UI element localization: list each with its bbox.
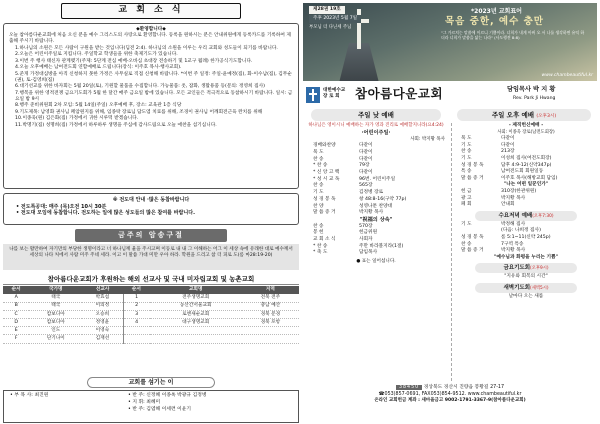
news-item-text: 2.오늘은 어린이주일로 지킵니다. 주일학교 학생들을 위한 축제기도가 있습니다. [15, 52, 178, 58]
theme-verse: "그 가르치는 말씀에 이르니 기쁨이라. 너희가 내게 아버 오 서 나를 생각하면 유익 하더라 너희가 말씀을 닮는 나라" (사도행전 8:8) [441, 30, 585, 41]
table-row [3, 310, 299, 318]
order-item: 성 경 봉 독 [313, 196, 336, 202]
footer-website-link[interactable]: www.chambeautiful.kr [467, 391, 522, 397]
table-cell: 인도 [29, 327, 82, 335]
mission-header: 국가명 [29, 286, 82, 294]
order-row [303, 210, 449, 217]
table-cell: 김재선 [82, 335, 123, 343]
order-item: * 찬 송 [313, 243, 328, 249]
order-item: 교 회 소 식 [313, 237, 336, 243]
order-value: 다같이 [359, 170, 373, 176]
table-cell: C [3, 310, 29, 318]
worship-section: ·어린이주일· [361, 129, 391, 136]
order-item: 기 도 [313, 190, 324, 196]
order-value: 사회자 [359, 237, 373, 243]
order-item: 경배와찬양 [313, 143, 336, 149]
order-item: 찬 송 [313, 223, 324, 229]
order-item: 찬 송 [313, 183, 324, 189]
order-value: 213장 [501, 149, 515, 155]
table-row [3, 319, 299, 327]
server-item: • 지 휘: 최혜미 [128, 399, 161, 405]
order-item: 기 도 [461, 142, 472, 148]
table-cell: 전북 전주 [242, 294, 299, 302]
cover-banner [303, 3, 597, 81]
order-item: 성 경 봉 독 [461, 162, 484, 168]
table-cell [242, 335, 299, 343]
table-row [3, 327, 299, 335]
table-cell [150, 335, 242, 343]
news-item [9, 91, 293, 103]
wednesday-head [475, 211, 577, 221]
order-value: 김정병 장로 [359, 190, 384, 196]
order-item: 광 고 [461, 195, 472, 201]
table-cell: E [3, 327, 29, 335]
mission-header: 교회명 [150, 286, 242, 294]
dawn-head [475, 283, 577, 293]
notice-title: ※ 전도대 안내 ·많은 동참바랍니다 [112, 197, 190, 203]
order-item: 말 씀 증 거 [461, 175, 484, 181]
order-row [303, 177, 449, 184]
notice-row: • 전도특공대: 매주 (목)오전 10시 30분 [16, 203, 107, 210]
table-cell: 박효섭 [82, 294, 123, 302]
order-value: (다음: 나희정 집사) [501, 228, 541, 234]
news-item [9, 59, 293, 65]
news-item-text: 6.대기선교를 위한 바자회는 5월 20일(토), 기원할 물품을 수집합니다. 가능물품: 옷, 잡화, 생활용품 등(문의: 정영희 집사) [15, 84, 265, 90]
mission-header: 선교사 [82, 286, 123, 294]
pastor-name: 담임목사 박 지 황 [507, 86, 556, 93]
edition-label: 제28권 19호 [309, 6, 345, 14]
order-value: 박지황 목사 [501, 195, 526, 201]
order-value: 570장 [359, 223, 373, 229]
news-item [9, 72, 293, 84]
wednesday-head-time: (오후7:30) [532, 213, 554, 219]
order-row [303, 150, 449, 157]
year-theme: 목음 중한, 예수 충만 [445, 16, 544, 27]
news-item [9, 52, 293, 58]
denomination-line: 대한예수교 [323, 88, 346, 93]
table-cell: 오승희 [82, 310, 123, 318]
server-item: • 반 주: 신정혜 이종옥 박광규 김정병 [128, 393, 207, 398]
evangelism-notice [3, 193, 299, 225]
news-item-text: 11.박명기(집) 성명희(집) 가정에서 하루하루 생명을 주심에 감사드림으로 오늘 애찬을 섬기십니다. [15, 122, 217, 128]
standing-note: ● 표는 일어섭니다. [356, 259, 396, 265]
order-value: 565장 [359, 183, 373, 189]
order-item: * 찬 송 [313, 163, 328, 169]
table-cell: 태국 [29, 302, 82, 310]
news-box [3, 23, 299, 189]
order-value: 다같이 [501, 136, 515, 142]
friday-head-time: (오후9시) [530, 266, 549, 272]
order-value: 성영나툰 찬양대 [359, 203, 393, 209]
order-value: 헌금위원 [359, 230, 378, 236]
news-item [9, 84, 293, 90]
order-value: 이성희 집사(여전도회장) [501, 155, 552, 161]
news-item-text: 7.행복을 위한 영적전쟁 금요기도회가 5월 한 달간 매주 금요일 밤에 있습니다. 모든 교인들은 적극적으로 동참하시기 바랍니다. 일시: 금요일 밤 9시 [15, 90, 293, 102]
column-divider [451, 123, 452, 381]
order-item: 헌 금 [461, 188, 472, 194]
table-cell [123, 327, 149, 335]
order-value: 이주호 목사(해방교회 담임) [501, 175, 558, 181]
news-item [9, 123, 293, 129]
address: 경상북도 경산시 진량읍 봉황길 27-17 [423, 385, 505, 390]
news-item-head: ◆환영합니다◆ [136, 27, 166, 32]
right-column [303, 3, 597, 421]
dawn-head-title: 새벽기도회 [503, 284, 531, 291]
news-item-text: 4.오늘 오후예배는 남여전도회 연합예배로 드립니다(장식: 이주호 목사·행사교회). [15, 65, 182, 71]
sunday-service-head: 주일 낮 예배 [311, 109, 441, 121]
order-value: 창 48:8-16(구약 77p) [359, 196, 407, 202]
table-row [3, 335, 299, 343]
order-row [303, 197, 449, 204]
table-cell: 전주생명교회 [150, 294, 242, 302]
order-value: 7구역 특송 [501, 241, 524, 247]
order-item: 말 씀 증 거 [461, 248, 484, 254]
news-item-text: 8.행주 준비위원회 2차 모임: 5월 14일(주일) 오후예배 후, 장소: 교육관 1층 식당 [15, 103, 182, 109]
order-item: 기 도 [461, 221, 472, 227]
order-value: 담임목사 [359, 250, 378, 256]
order-row [455, 136, 597, 143]
order-item: 찬 양 [313, 203, 324, 209]
order-row [455, 189, 597, 196]
left-column [3, 3, 299, 421]
order-item: 기 도 [461, 155, 472, 161]
table-cell: 단기나이 [29, 335, 82, 343]
order-value: 310장(한관위원) [501, 188, 537, 194]
date-label: 주후 2023년 5월 7일 [309, 15, 361, 23]
order-row [455, 202, 597, 209]
order-item: 찬 송 [313, 156, 324, 162]
order-value: 담후 4:9-12(신약347p) [501, 162, 552, 168]
order-item: * 신 앙 고 백 [313, 170, 340, 176]
mission-header: 지역 [242, 286, 299, 294]
news-item [9, 103, 293, 109]
worship-intro: 하나님은 영이시니 예배하는 자가 영과 진리로 예배할지니라(요4:24) [308, 123, 444, 128]
table-cell: A [3, 294, 29, 302]
church-logo-icon [306, 87, 320, 103]
dawn-head-time: (새벽5시) [530, 285, 549, 291]
year-theme-label: *2023년 교회표어 [471, 8, 522, 15]
table-cell: 경북 포항 [242, 319, 299, 327]
order-value: 안내회 [501, 202, 515, 208]
table-cell [242, 327, 299, 335]
table-row [3, 294, 299, 302]
order-row [455, 169, 597, 176]
server-line [10, 407, 292, 414]
order-item: 묵 도 [313, 149, 324, 155]
order-row [303, 250, 449, 257]
news-item [9, 46, 293, 52]
mission-header: 순서 [3, 286, 29, 294]
order-item: 특 송 [461, 169, 472, 175]
table-cell: 1 [123, 294, 149, 302]
order-row [303, 190, 449, 197]
order-row [303, 237, 449, 244]
news-item [9, 110, 293, 116]
server-line [10, 400, 292, 407]
order-value: 다같이 [359, 143, 373, 149]
order-value: 다같이 [359, 156, 373, 162]
table-cell: 이영숙 [82, 327, 123, 335]
news-item-text: 오늘 참아름다운교회에 처음 오신 분을 예수 그리스도의 사랑으로 환영합니다. 등록을 원하시는 분은 안내위원에게 등록카드를 기록하여 제출해 주시기 바랍니다. [9, 33, 291, 45]
news-item [9, 65, 293, 71]
table-cell: 4 [123, 319, 149, 327]
website-link[interactable]: www.chambeautiful.kr [541, 73, 593, 79]
zip-code: 38450 [396, 385, 422, 390]
news-item-text: 9.기도제목: 남영화 권사님 페암원지를 위해, 임종락 장로님 담도염 치료를 위해, 조경이 권사님 어깨회전근육 완치를 위해 [15, 109, 263, 115]
news-item-text: 3.이번 주 행사 태신자 관계맺기(주제: 5단계 전심 예배-오바심 초대장 전송하기 및 1교구 월례) 한가공식기도합니다. [15, 58, 253, 64]
table-cell: 태국 [29, 294, 82, 302]
order-row [455, 235, 597, 242]
table-cell: 경북 문경 [242, 310, 299, 318]
order-item: 봉 헌 [313, 230, 324, 236]
sunday-afternoon-time: (오후3시) [536, 114, 557, 119]
church-header [303, 83, 597, 107]
order-row [455, 156, 597, 163]
table-row [3, 302, 299, 310]
verse-title: 금주의 암송구절 [75, 229, 227, 242]
order-row [455, 228, 597, 235]
servers-title: 교회를 섬기는 이 [87, 377, 215, 388]
servers-box [3, 390, 299, 423]
server-item: • 반 주: 김엽해 이세련 이윤기 [128, 406, 192, 412]
table-cell: 이의정 [82, 302, 123, 310]
friday-text: "지유와 회복의 시간" [504, 274, 548, 280]
table-cell: 정영윤 [82, 319, 123, 327]
order-value: 96번. 어린이주일 [359, 176, 396, 182]
order-row [303, 143, 449, 150]
news-item [9, 116, 293, 122]
order-value: 79장 [359, 163, 370, 169]
news-item-text: 5.준게 가정대심방을 아직 신청하지 못한 가정은 사무실로 직접 신청해 바랍니다. *이번 주 일정: 주일-윤예정(집), 화-이수남(집), 김무순(권), 토-김영희(집) [15, 71, 292, 83]
order-item: 폐 회 [461, 202, 472, 208]
server-line [10, 393, 292, 400]
order-row [455, 248, 597, 255]
notice-row: • 전도대 모임에 동참합니다. 전도하는 일에 많은 성도들의 많은 참여를 바랍니다. [16, 210, 195, 216]
phone: ☎053)857-0691, FAX053)854-9512. [378, 391, 467, 397]
news-item [9, 27, 293, 45]
table-cell: 캄보디아 [29, 310, 82, 318]
order-item: 묵 도 [461, 136, 472, 142]
order-row [455, 149, 597, 156]
order-row [303, 163, 449, 170]
table-cell: 3 [123, 310, 149, 318]
friday-head [475, 263, 577, 273]
order-row [303, 170, 449, 177]
mission-title: 참아름다운교회가 후원하는 해외 선교사 및 국내 미자립교회 및 농촌교회 [3, 273, 299, 285]
table-cell: 충남 예산 [242, 302, 299, 310]
account-line: 온라인 교회헌금 계좌 : 새마을금고 9002-1791-3367-9(참아름다운교회) [374, 398, 526, 403]
server-item: • 부 목 사: 최진원 [10, 393, 49, 398]
dawn-text: 날마다 오는 새롭 [508, 293, 544, 299]
denomination [323, 88, 345, 100]
table-cell: D [3, 319, 29, 327]
pastor-name-en: Rev. Park Ji Hwang [513, 96, 556, 101]
table-cell: 2 [123, 302, 149, 310]
order-item: 찬 송 [461, 241, 472, 247]
mission-header: 순서 [123, 286, 149, 294]
sermon-title: "祝福의 상속" [359, 216, 393, 223]
order-item: 말 씀 증 거 [313, 210, 336, 216]
table-cell [150, 327, 242, 335]
order-value: 박지황 목사 [359, 210, 384, 216]
table-cell: 농산간서울교회 [150, 302, 242, 310]
denomination-line: 장 로 회 [323, 94, 340, 99]
order-value: 박지황 목사 [501, 248, 526, 254]
friday-head-title: 금요기도회 [503, 265, 531, 272]
worship2-conductor: 사회: 이종욱 장로(남전도회장) [497, 129, 555, 135]
afternoon-order [455, 123, 597, 385]
mission-table [3, 286, 299, 344]
order-item: 찬 송 [461, 149, 472, 155]
worship2-sermon: "나는 어떤 일꾼인가" [503, 182, 549, 188]
news-item-text: 1.하나님의 소원은 모든 사람이 구원을 받는 것입니다(딤전 2:4). 하나님의 소원을 이루는 우리 교회와 성도들이 되기를 바랍니다. [15, 45, 278, 51]
order-value: 다같이 [501, 142, 515, 148]
table-cell: F [3, 335, 29, 343]
order-value: 다같이 [359, 149, 373, 155]
news-title: 교 회 소 식 [61, 3, 241, 19]
table-cell: 로엔새순교회 [150, 310, 242, 318]
news-item-text: 10.이종욱(원) 김은화(집) 가정에서 귀한 시루떡 받겠습니다. [15, 116, 139, 122]
order-item: * 성 시 교 독 [313, 176, 340, 182]
wednesday-head-title: 수요저녁 예배 [498, 212, 533, 219]
order-item: * 축 도 [313, 250, 328, 256]
footer [303, 385, 597, 421]
table-cell [123, 335, 149, 343]
table-cell: 대구생명교회 [150, 319, 242, 327]
wednesday-sermon: "예수님과 화평을 누리는 기쁨" [493, 254, 559, 260]
table-cell: B [3, 302, 29, 310]
church-name: 참아름다운교회 [355, 86, 444, 101]
sunday-order [303, 123, 449, 383]
motto-small: 부모님 더 다닌세 주님 [309, 25, 352, 30]
order-row [455, 143, 597, 150]
order-value: 주만 바라볼지라(1절) [359, 243, 404, 249]
order-value: 박정해 집사 [501, 221, 526, 227]
sunday-afternoon-title: 주일 오후 예배 [491, 111, 535, 119]
order-item: 성 경 봉 독 [461, 234, 484, 240]
table-cell: 캄보디아 [29, 319, 82, 327]
verse-text: 나를 보는 활만하여 자기만의 부당한 생명이라고 너 하나님께 율을 주시고며 이등로 내 내 그 이해하는 어그 이 세상 속에 유래한 대로 예수께서 세상의 나타 처에서 사람 미주 주네 세라. 이고 이 말씀 가대 미만 우아 하라. 학원을 드리고 참 더 피로 도(롬 마28:19-20) [3, 244, 299, 270]
order-row [455, 196, 597, 203]
sunday-afternoon-head [457, 109, 591, 121]
order-value: 남여전도회 회원일동 [501, 169, 544, 175]
worship2-section: - 제직헌신예배 - [508, 123, 544, 128]
worship-conductor: 사회: 박지황 목사 [410, 136, 445, 142]
order-value: 롬 5:1~11(신약 245p) [501, 234, 551, 240]
